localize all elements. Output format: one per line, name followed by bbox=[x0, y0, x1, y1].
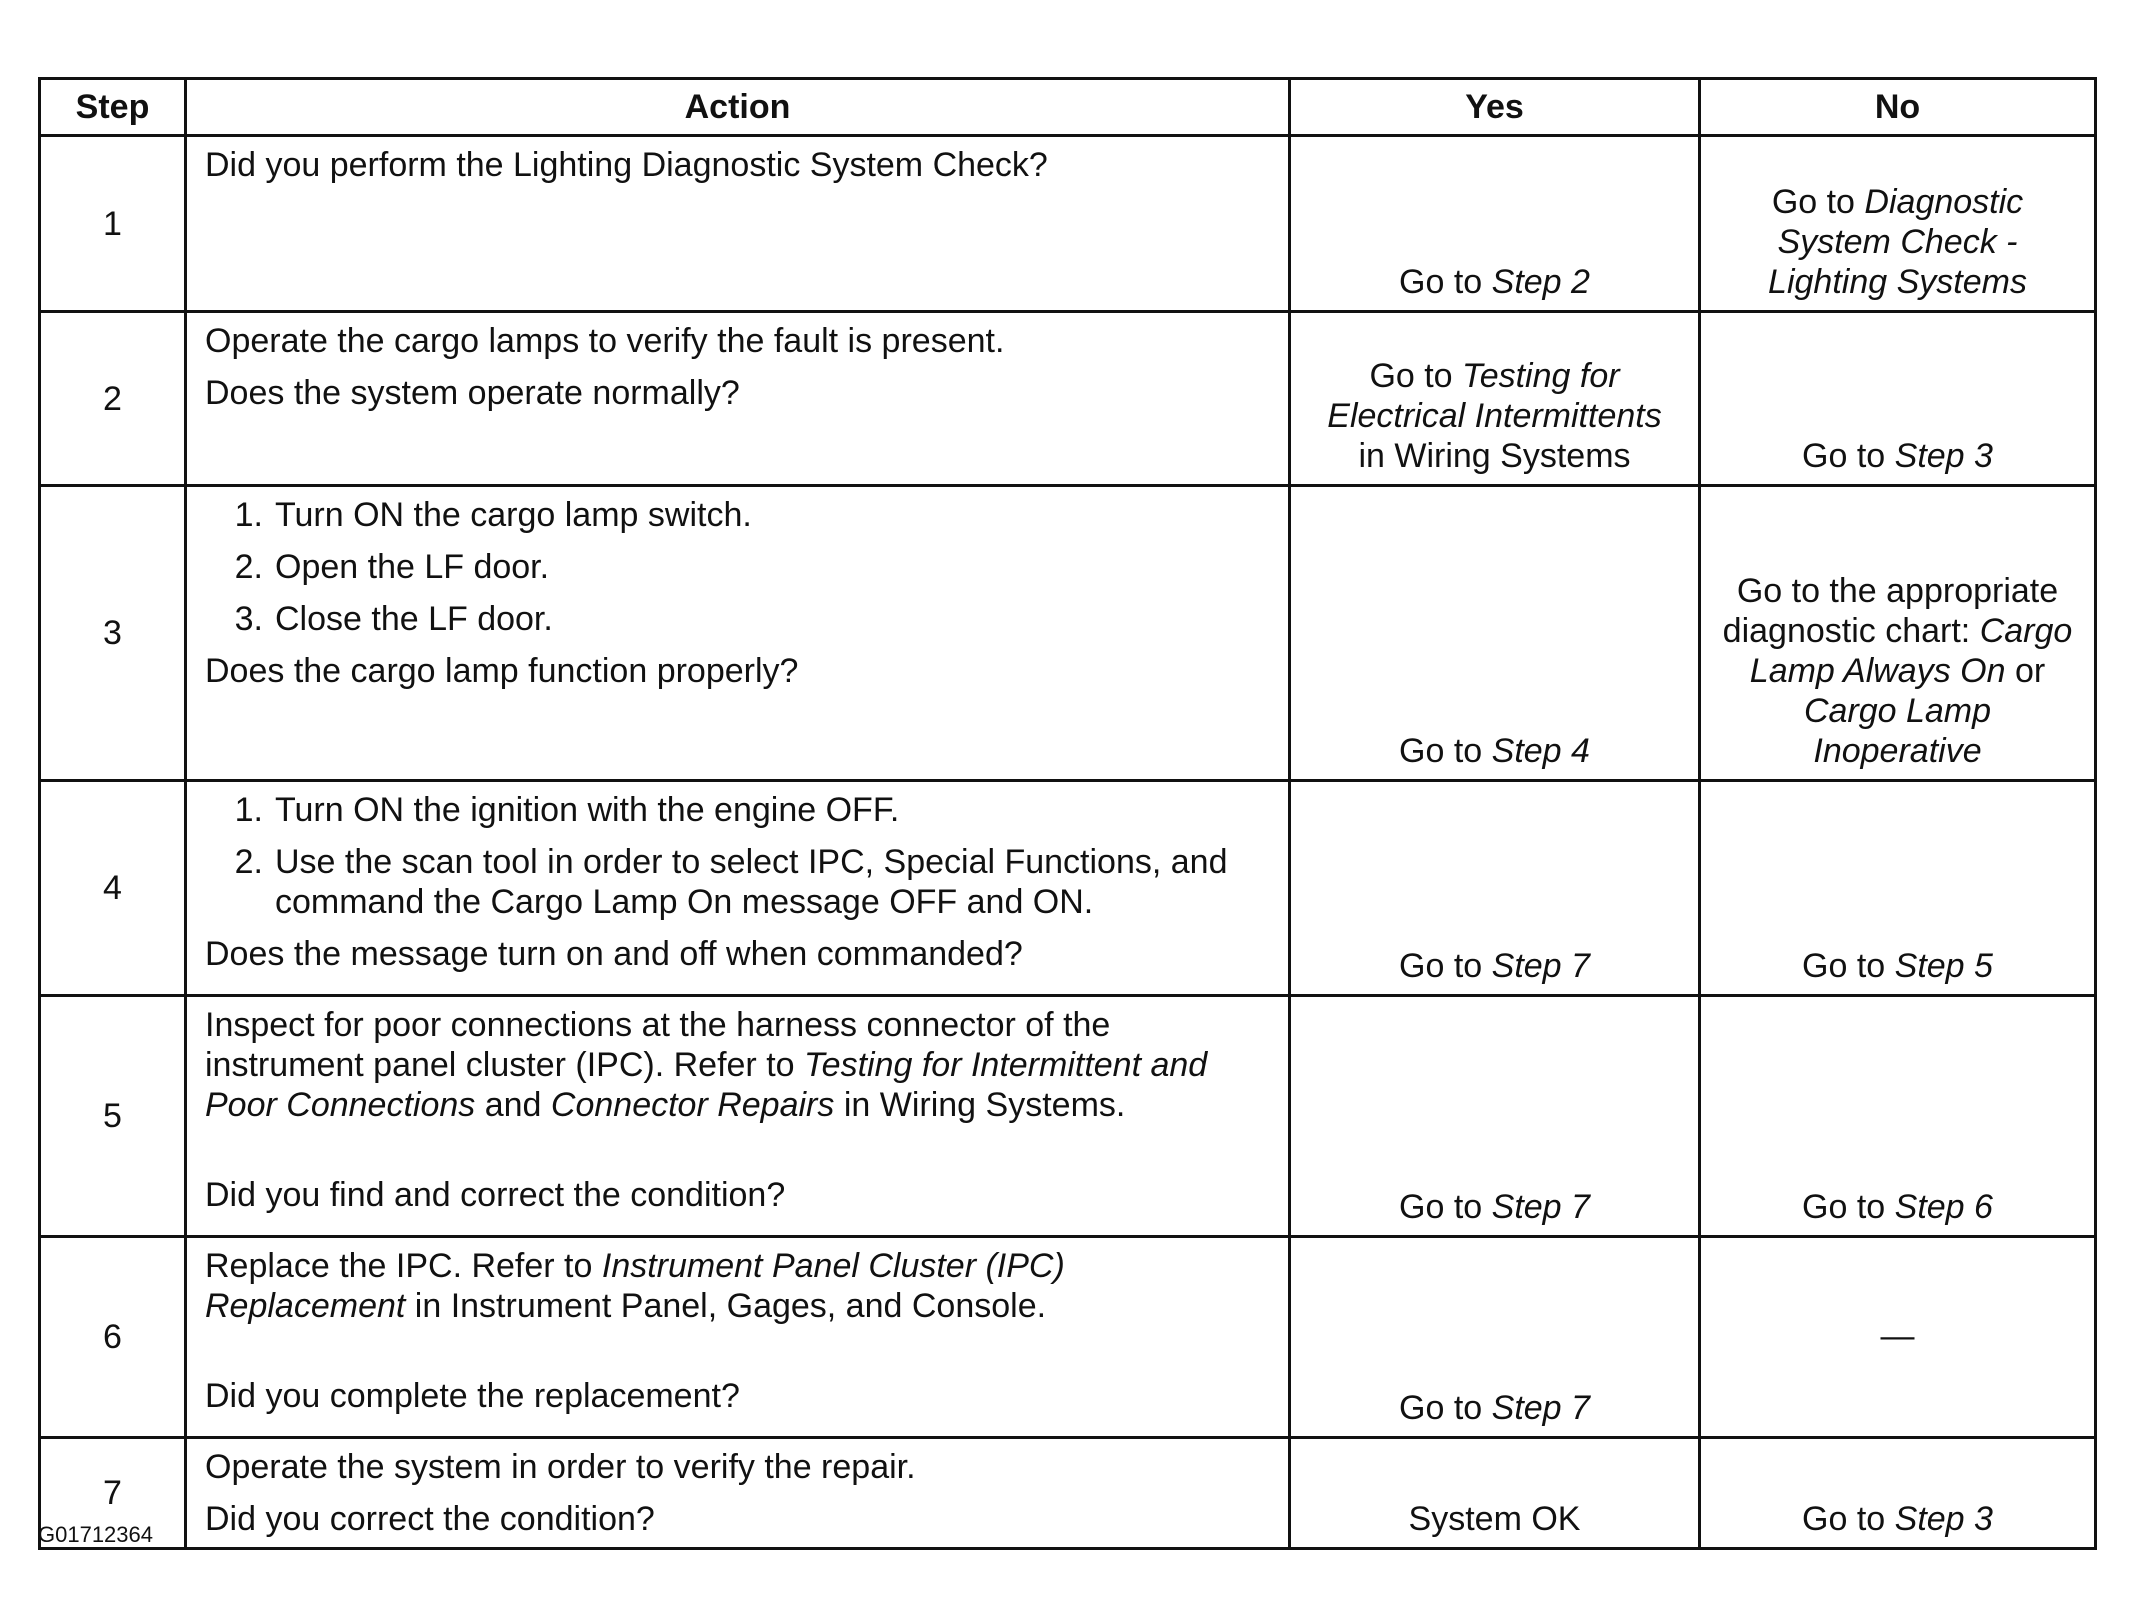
action-instruction: Operate the cargo lamps to verify the fault is present. bbox=[205, 322, 1005, 360]
no-step-ref: Step 3 bbox=[1894, 1500, 1993, 1538]
doc-ref: Testing for Intermittent and Poor Connections bbox=[205, 1046, 1208, 1124]
header-no: No bbox=[1700, 79, 2096, 136]
yes-step-ref: Step 2 bbox=[1491, 263, 1590, 301]
no-cell bbox=[1700, 312, 2096, 486]
list-text: Turn ON the ignition with the engine OFF. bbox=[275, 791, 900, 829]
action-list bbox=[205, 790, 1270, 922]
instruction-text: Inspect for poor connections at the harness connector of the instrument panel cluster (IPC). Refer to bbox=[205, 1006, 1111, 1084]
no-chart-ref-1: Cargo Lamp Always On bbox=[1749, 612, 2073, 690]
yes-suffix: in Wiring Systems bbox=[1358, 437, 1631, 475]
action-question: Did you complete the replacement? bbox=[205, 1377, 740, 1415]
list-item bbox=[205, 790, 1270, 830]
no-prefix: Go to bbox=[1802, 1500, 1895, 1538]
list-number: 1. bbox=[234, 496, 263, 534]
no-cell bbox=[1700, 486, 2096, 781]
header-step: Step bbox=[40, 79, 186, 136]
yes-result: System OK bbox=[1408, 1500, 1581, 1538]
yes-cell bbox=[1290, 312, 1700, 486]
list-text: Close the LF door. bbox=[275, 600, 553, 638]
action-question: Does the cargo lamp function properly? bbox=[205, 652, 799, 690]
yes-prefix: Go to bbox=[1369, 357, 1463, 395]
action-cell bbox=[186, 781, 1290, 996]
yes-prefix: Go to bbox=[1399, 263, 1492, 301]
no-cell bbox=[1700, 996, 2096, 1237]
yes-step-ref: Step 7 bbox=[1491, 947, 1590, 985]
action-question: Does the system operate normally? bbox=[205, 374, 740, 412]
yes-step-ref: Step 4 bbox=[1491, 732, 1590, 770]
list-text: Use the scan tool in order to select IPC, Special Functions, and command the Cargo Lamp On message OFF and ON. bbox=[275, 843, 1228, 921]
action-cell bbox=[186, 1237, 1290, 1438]
yes-prefix: Go to bbox=[1399, 947, 1492, 985]
list-item bbox=[205, 547, 1270, 587]
table-row bbox=[40, 1438, 2096, 1549]
no-prefix: Go to bbox=[1802, 437, 1895, 475]
step-number: 3 bbox=[40, 486, 186, 781]
no-chart-ref-2: Cargo Lamp Inoperative bbox=[1803, 692, 1992, 770]
no-step-ref: Step 5 bbox=[1894, 947, 1993, 985]
list-text: Open the LF door. bbox=[275, 548, 550, 586]
table-row bbox=[40, 486, 2096, 781]
doc-ref: Instrument Panel Cluster (IPC) Replacement bbox=[205, 1247, 1065, 1325]
list-number: 3. bbox=[234, 600, 263, 638]
table-row bbox=[40, 136, 2096, 312]
action-question: Did you perform the Lighting Diagnostic System Check? bbox=[205, 146, 1048, 184]
yes-cell bbox=[1290, 996, 1700, 1237]
yes-cell bbox=[1290, 486, 1700, 781]
list-number: 2. bbox=[234, 548, 263, 586]
figure-id: G01712364 bbox=[38, 1522, 153, 1547]
list-item bbox=[205, 842, 1270, 922]
yes-step-ref: Step 7 bbox=[1491, 1188, 1590, 1226]
action-cell bbox=[186, 1438, 1290, 1549]
action-cell bbox=[186, 996, 1290, 1237]
yes-prefix: Go to bbox=[1399, 732, 1492, 770]
step-number: 2 bbox=[40, 312, 186, 486]
no-cell bbox=[1700, 1438, 2096, 1549]
header-yes: Yes bbox=[1290, 79, 1700, 136]
instruction-text: in Instrument Panel, Gages, and Console. bbox=[405, 1287, 1047, 1325]
action-question: Did you find and correct the condition? bbox=[205, 1176, 786, 1214]
action-instruction bbox=[205, 1005, 1270, 1125]
action-list bbox=[205, 495, 1270, 639]
list-number: 1. bbox=[234, 791, 263, 829]
action-cell bbox=[186, 486, 1290, 781]
action-question: Does the message turn on and off when commanded? bbox=[205, 935, 1023, 973]
diagnostic-table bbox=[38, 77, 2097, 1550]
list-number: 2. bbox=[234, 843, 263, 881]
no-dash: — bbox=[1880, 1317, 1915, 1355]
header-action: Action bbox=[186, 79, 1290, 136]
no-cell bbox=[1700, 781, 2096, 996]
step-number: 4 bbox=[40, 781, 186, 996]
doc-ref: Connector Repairs bbox=[550, 1086, 835, 1124]
no-cell bbox=[1700, 136, 2096, 312]
no-doc-ref: Diagnostic System Check - Lighting Systems bbox=[1768, 183, 2027, 301]
instruction-text: Replace the IPC. Refer to bbox=[205, 1247, 602, 1285]
step-number: 1 bbox=[40, 136, 186, 312]
list-item bbox=[205, 599, 1270, 639]
step-number: 7 bbox=[40, 1438, 186, 1549]
table-row bbox=[40, 996, 2096, 1237]
no-prefix: Go to the appropriate diagnostic chart: bbox=[1722, 572, 2059, 650]
action-instruction bbox=[205, 1246, 1270, 1326]
step-number: 5 bbox=[40, 996, 186, 1237]
action-question: Did you correct the condition? bbox=[205, 1500, 655, 1538]
table-header-row bbox=[40, 79, 2096, 136]
no-connector: or bbox=[2005, 652, 2046, 690]
yes-prefix: Go to bbox=[1399, 1389, 1492, 1427]
yes-cell bbox=[1290, 781, 1700, 996]
table-row bbox=[40, 781, 2096, 996]
no-step-ref: Step 3 bbox=[1894, 437, 1993, 475]
no-cell bbox=[1700, 1237, 2096, 1438]
no-prefix: Go to bbox=[1771, 183, 1865, 221]
action-cell bbox=[186, 312, 1290, 486]
yes-cell bbox=[1290, 136, 1700, 312]
action-cell bbox=[186, 136, 1290, 312]
yes-step-ref: Step 7 bbox=[1491, 1389, 1590, 1427]
table-row bbox=[40, 312, 2096, 486]
table-row bbox=[40, 1237, 2096, 1438]
list-text: Turn ON the cargo lamp switch. bbox=[275, 496, 752, 534]
instruction-text: and bbox=[475, 1086, 551, 1124]
no-step-ref: Step 6 bbox=[1894, 1188, 1993, 1226]
list-item bbox=[205, 495, 1270, 535]
yes-prefix: Go to bbox=[1399, 1188, 1492, 1226]
instruction-text: in Wiring Systems. bbox=[834, 1086, 1126, 1124]
no-prefix: Go to bbox=[1802, 947, 1895, 985]
action-instruction: Operate the system in order to verify the repair. bbox=[205, 1448, 916, 1486]
yes-cell bbox=[1290, 1237, 1700, 1438]
yes-cell bbox=[1290, 1438, 1700, 1549]
no-prefix: Go to bbox=[1802, 1188, 1895, 1226]
yes-doc-ref: Testing for Electrical Intermittents bbox=[1327, 357, 1662, 435]
step-number: 6 bbox=[40, 1237, 186, 1438]
